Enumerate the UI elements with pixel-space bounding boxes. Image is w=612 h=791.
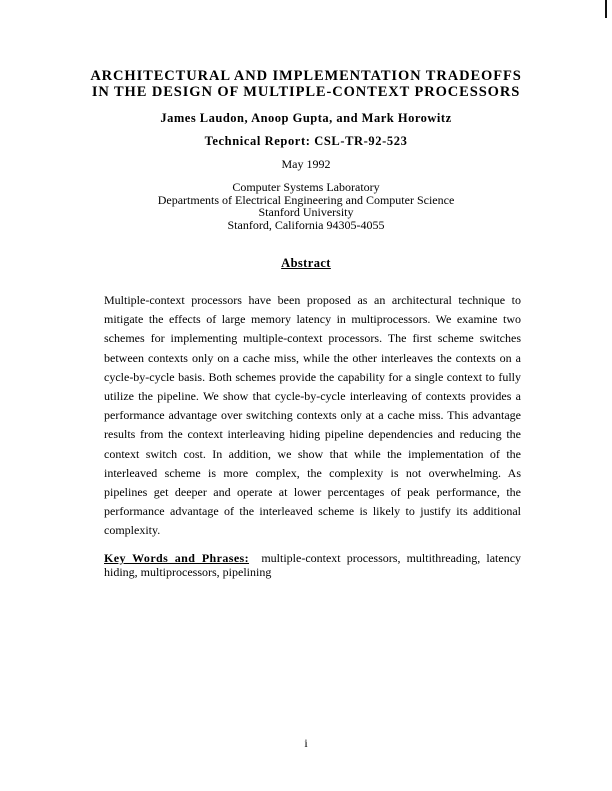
publication-date: May 1992 bbox=[281, 157, 331, 171]
author-list: James Laudon, Anoop Gupta, and Mark Horowitz bbox=[160, 111, 452, 125]
affiliation-address: Stanford, California 94305-4055 bbox=[227, 217, 385, 232]
report-number: Technical Report: CSL-TR-92-523 bbox=[204, 134, 408, 148]
scan-edge-mark bbox=[605, 0, 607, 18]
affiliation-lab: Computer Systems Laboratory bbox=[232, 180, 380, 194]
title-line-2: IN THE DESIGN OF MULTIPLE-CONTEXT PROCESSORS bbox=[91, 84, 521, 100]
affiliation-university: Stanford University bbox=[258, 205, 354, 219]
paper-title bbox=[0, 68, 612, 100]
abstract-body: Multiple-context processors have been proposed as an architectural technique to mitigate the effects of large memory latency in multiprocessors. We examine two schemes for implementing multiple-context processors. The first scheme switches between contexts only on a cache miss, while the other interleaves the contexts on a cycle-by-cycle basis. Both schemes provide the capability for a single context to fully utilize the pipeline. We show that cycle-by-cycle interleaving of contexts provides a performance advantage over switching contexts only at a cache miss. This advantage results from the context interleaving hiding pipeline dependencies and reducing the context switch cost. In addition, we show that while the implementation of the interleaved scheme is more complex, the complexity is not overwhelming. As pipelines get deeper and operate at lower percentages of peak performance, the performance advantage of the interleaved scheme is likely to justify its additional complexity. bbox=[104, 293, 521, 538]
affiliation bbox=[0, 181, 612, 231]
keywords-section bbox=[104, 552, 521, 579]
keywords-label: Key Words and Phrases: bbox=[104, 551, 250, 565]
title-line-1: ARCHITECTURAL AND IMPLEMENTATION TRADEOFFS bbox=[90, 68, 522, 84]
keywords-list: multiple-context processors, multithreading, latency hiding, multiprocessors, pipelining bbox=[104, 551, 522, 579]
affiliation-departments: Departments of Electrical Engineering and Computer Science bbox=[157, 192, 455, 207]
abstract-heading: Abstract bbox=[281, 256, 331, 270]
page-number: i bbox=[304, 736, 308, 750]
